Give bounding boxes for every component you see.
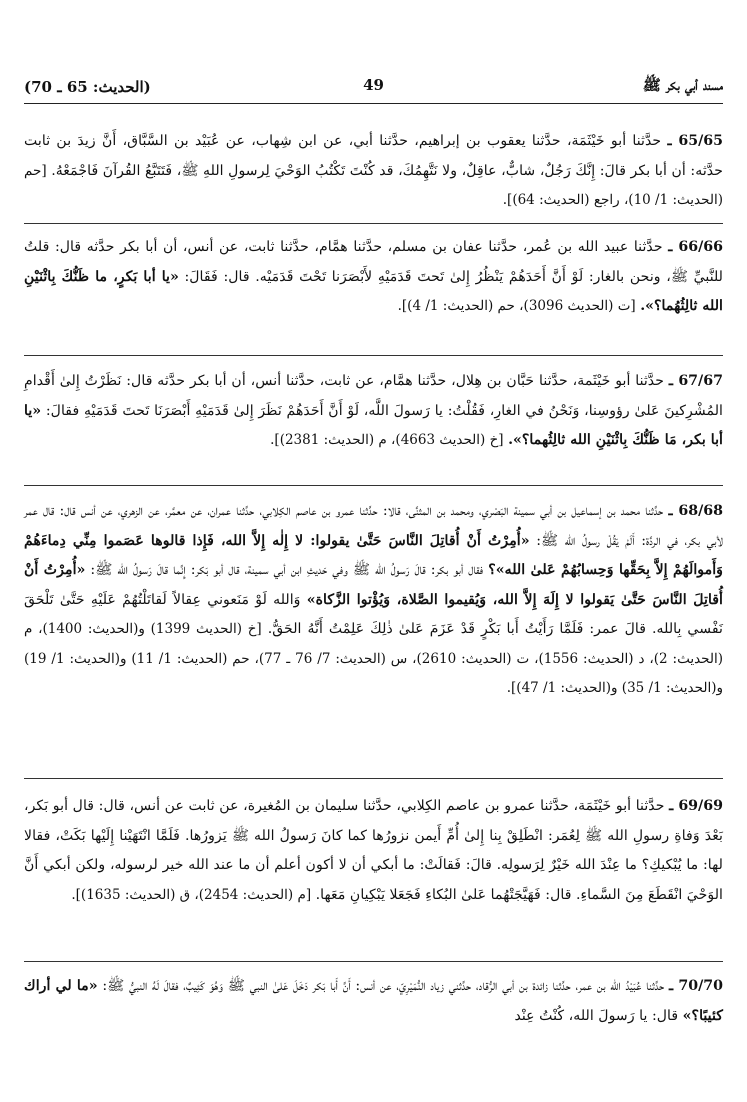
hadith-reference: [م (الحديث: 2454)، ق (الحديث: 1635)]. xyxy=(71,886,312,903)
header-rule xyxy=(24,103,723,104)
hadith-text-continued: فقال أبو بكر: قالَ رَسولُ الله ﷺ وفي حَديثِ ابن أبي سمينة، قال أبو بَكر: إِنَّما قالَ رَسولُ الله ﷺ: xyxy=(90,562,484,578)
hadith-number: 66/66 ـ xyxy=(668,239,723,255)
prophet-saying-2: «أُمِرْتُ أَنْ أُقاتِلَ النَّاسَ حَتَّىٰ يَقولوا لا إِلَهَ إِلاَّ الله، وَيُقيموا الصَّلاة، وَيُؤْتوا الزَّكاة» xyxy=(24,562,723,608)
hadith-text: حدَّثنا عبيد الله بن عُمر، حدَّثنا عفان بن مسلم، حدَّثنا همَّام، حدَّثنا ثابت، عن أنس، أن أبا بكر حدَّثه قال: قلتُ للنَّبيِّ ﷺ، ونحن بالغار: لَوْ أَنَّ أَحَدَهُمْ يَنْظُرُ إِلىٰ تَحتَ قَدَمَيْهِ لأَبْصَرَنا تَحْتَ قَدَمَيْه. قال: فَقَالَ: xyxy=(24,239,723,285)
hadith-70 xyxy=(24,972,723,1031)
hadith-divider xyxy=(24,485,723,486)
hadith-divider xyxy=(24,223,723,224)
prophet-saying: «يا أبا بكر، مَا ظَنُّكَ بِاثْنَيْنِ الله ثالِثُهما؟». xyxy=(24,402,723,448)
page-header xyxy=(24,70,723,104)
hadith-number: 68/68 ـ xyxy=(668,503,723,519)
hadith-65 xyxy=(24,127,723,216)
prophet-saying: «أُمِرْتُ أَنْ أُقاتِلَ النَّاسَ حَتَّىٰ يقولوا: لا إِلٰه إِلاَّ الله، فَإِذا قالوها عَصَموا مِنِّي دِماءَهُمْ وَأَموالَهُمْ إِلاَّ بِحَقِّها وَحِسابُهُمْ عَلىٰ الله»؟ xyxy=(24,532,724,578)
hadith-number: 65/65 ـ xyxy=(667,133,724,149)
page-number: 49 xyxy=(363,76,384,94)
hadith-67 xyxy=(24,367,723,456)
hadith-reference: [ت (الحديث 3096)، حم (الحديث: 1/ 4)]. xyxy=(397,298,636,314)
hadith-range: (الحديث: 65 ـ 70) xyxy=(24,78,151,96)
hadith-divider xyxy=(24,961,723,962)
prophet-saying: «يا أبا بَكرٍ، ما ظَنُّكَ بِاثْنَيْنِ الله ثالِثُهُما؟». xyxy=(24,268,723,314)
hadith-text-continued: قال: يا رَسولَ الله، كُنْتُ عِنْد xyxy=(514,1007,679,1024)
hadith-divider xyxy=(24,778,723,779)
hadith-reference: [حم (الحديث: 1/ 10)، راجع (الحديث: 64)]. xyxy=(24,162,723,208)
hadith-66 xyxy=(24,233,723,322)
hadith-text: حدَّثنا محمد بن إسماعيل بن أبي سمينة البَصْري، ومحمد بن المثنَّى، قالا: حدَّثنا عمرو بن عاصم الكِلابي، حدَّثنا عمران، عن معمَّر، عن الزهري، عن أنس قال: قال عمر لأبي بكر، في الردَّة: أَلَمْ يَقُلْ رسولُ الله ﷺ: xyxy=(24,503,723,549)
hadith-69 xyxy=(24,792,723,910)
hadith-text: حدَّثنا أبو خَيْثَمَة، حدَّثنا عمرو بن عاصم الكِلابي، حدَّثنا سليمان بن المُغيرة، عن ثابت عن أنس، قال: قال أبو بَكر، بَعْدَ وَفاةِ رسولِ الله ﷺ لِعُمَر: انْطَلِقْ بِنا إِلىٰ أُمِّ أَيمن نزورُها كما كانَ رَسولُ الله ﷺ يَزورُها. فَلَمَّا انْتَهَيْنا إِلَيْها بَكَتْ، فقالا لها: ما يُبْكيكِ؟ ما عِنْدَ الله خَيْرٌ لِرَسولِه. قالَ: فَقالَتْ: ما أبكي أن لا أكون أعلم أن ما عند الله خير لرسوله، ولكن أبكي أَنَّ الوَحْيَ انْقَطَعَ مِنَ السَّماءِ. قال: فَهَيَّجَتْهُما عَلىٰ البُكاءِ فَجَعَلا يَبْكِيانِ مَعَها. xyxy=(24,798,723,903)
hadith-text: حدَّثنا عُبَيْدُ الله بن عمر، حدَّثنا زائدة بن أبي الرُّقاد، حدَّثني زياد النُّمَيْرِيّ، عن أنس: أَنَّ أَبا بَكر دَخَلَ عَلىٰ النبي ﷺ وَهُوَ كَئِيبٌ، فقالَ لَهُ النبيُّ ﷺ: xyxy=(102,978,665,994)
hadith-number: 67/67 ـ xyxy=(668,373,723,389)
hadith-divider xyxy=(24,355,723,356)
hadith-68 xyxy=(24,497,723,704)
prophet-saying: «ما لي أراك كئيبًا؟» xyxy=(24,978,723,1024)
hadith-text-continued-2: وَالله لَوْ مَنَعوني عِقالاً لَقاتَلْتُهُمْ عَلَيْهِ حَتَّىٰ تَلْحَقَ نَفْسي بِالله. قالَ عمر: فَلَمَّا رَأَيْتُ أَبا بَكْرٍ قَدْ عَزَمَ عَلىٰ ذٰلِكَ عَلِمْتُ أَنَّهُ الحَقُّ. xyxy=(24,591,724,637)
hadith-reference: [خ (الحديث 4663)، م (الحديث: 2381)]. xyxy=(270,432,504,448)
hadith-reference: [خ (الحديث 1399) و(الحديث: 1400)، م (الحديث: 2)، د (الحديث: 1556)، ت (الحديث: 2610)، س (الحديث: 7/ 76 ـ 77)، حم (الحديث: 1/ 11) و(الحديث: 1/ 19) و(الحديث: 1/ 35) و(الحديث: 1/ 47)]. xyxy=(24,621,724,696)
hadith-number: 70/70 ـ xyxy=(669,978,723,994)
hadith-text: حدَّثنا أبو خَيْثَمَة، حدَّثنا يعقوب بن إبراهيم، حدَّثنا أبي، عن ابن شِهاب، عن عُبَيْد بن السَّبَّاق، أَنَّ زيدَ بن ثابت حدَّثه: أن أبا بكر قالَ: إِنَّكَ رَجُلٌ، شابٌّ، عاقِلٌ، ولا نَتَّهِمُكَ، قد كُنْتَ تَكْتُبُ الوَحْيَ لِرسولِ اللهِ ﷺ، فَتَتَبَّعُ القُرآنَ فَاجْمَعْهُ. xyxy=(24,133,723,179)
hadith-text: حدَّثنا أبو خَيْثَمة، حدَّثنا حَبَّان بن هِلال، حدَّثنا همَّام، عن ثابت، حدَّثنا أنس، أن أبا بكر حدَّثه قال: نَظَرْتُ إِلىٰ أَقْدامِ المُشْرِكينَ عَلىٰ رؤوسِنا، وَنَحْنُ في الغارِ، فَقُلْتُ: يا رَسولَ اللَّه، لَوْ أَنَّ أَحَدَهُمْ نَظَرَ إِلىٰ قَدَمَيْهِ أَبْصَرَنَا تَحتَ قَدَمَيْهِ فقالَ: xyxy=(24,373,723,419)
hadith-number: 69/69 ـ xyxy=(669,798,723,814)
book-title: مسند أبي بكر ﷺ xyxy=(642,76,723,94)
